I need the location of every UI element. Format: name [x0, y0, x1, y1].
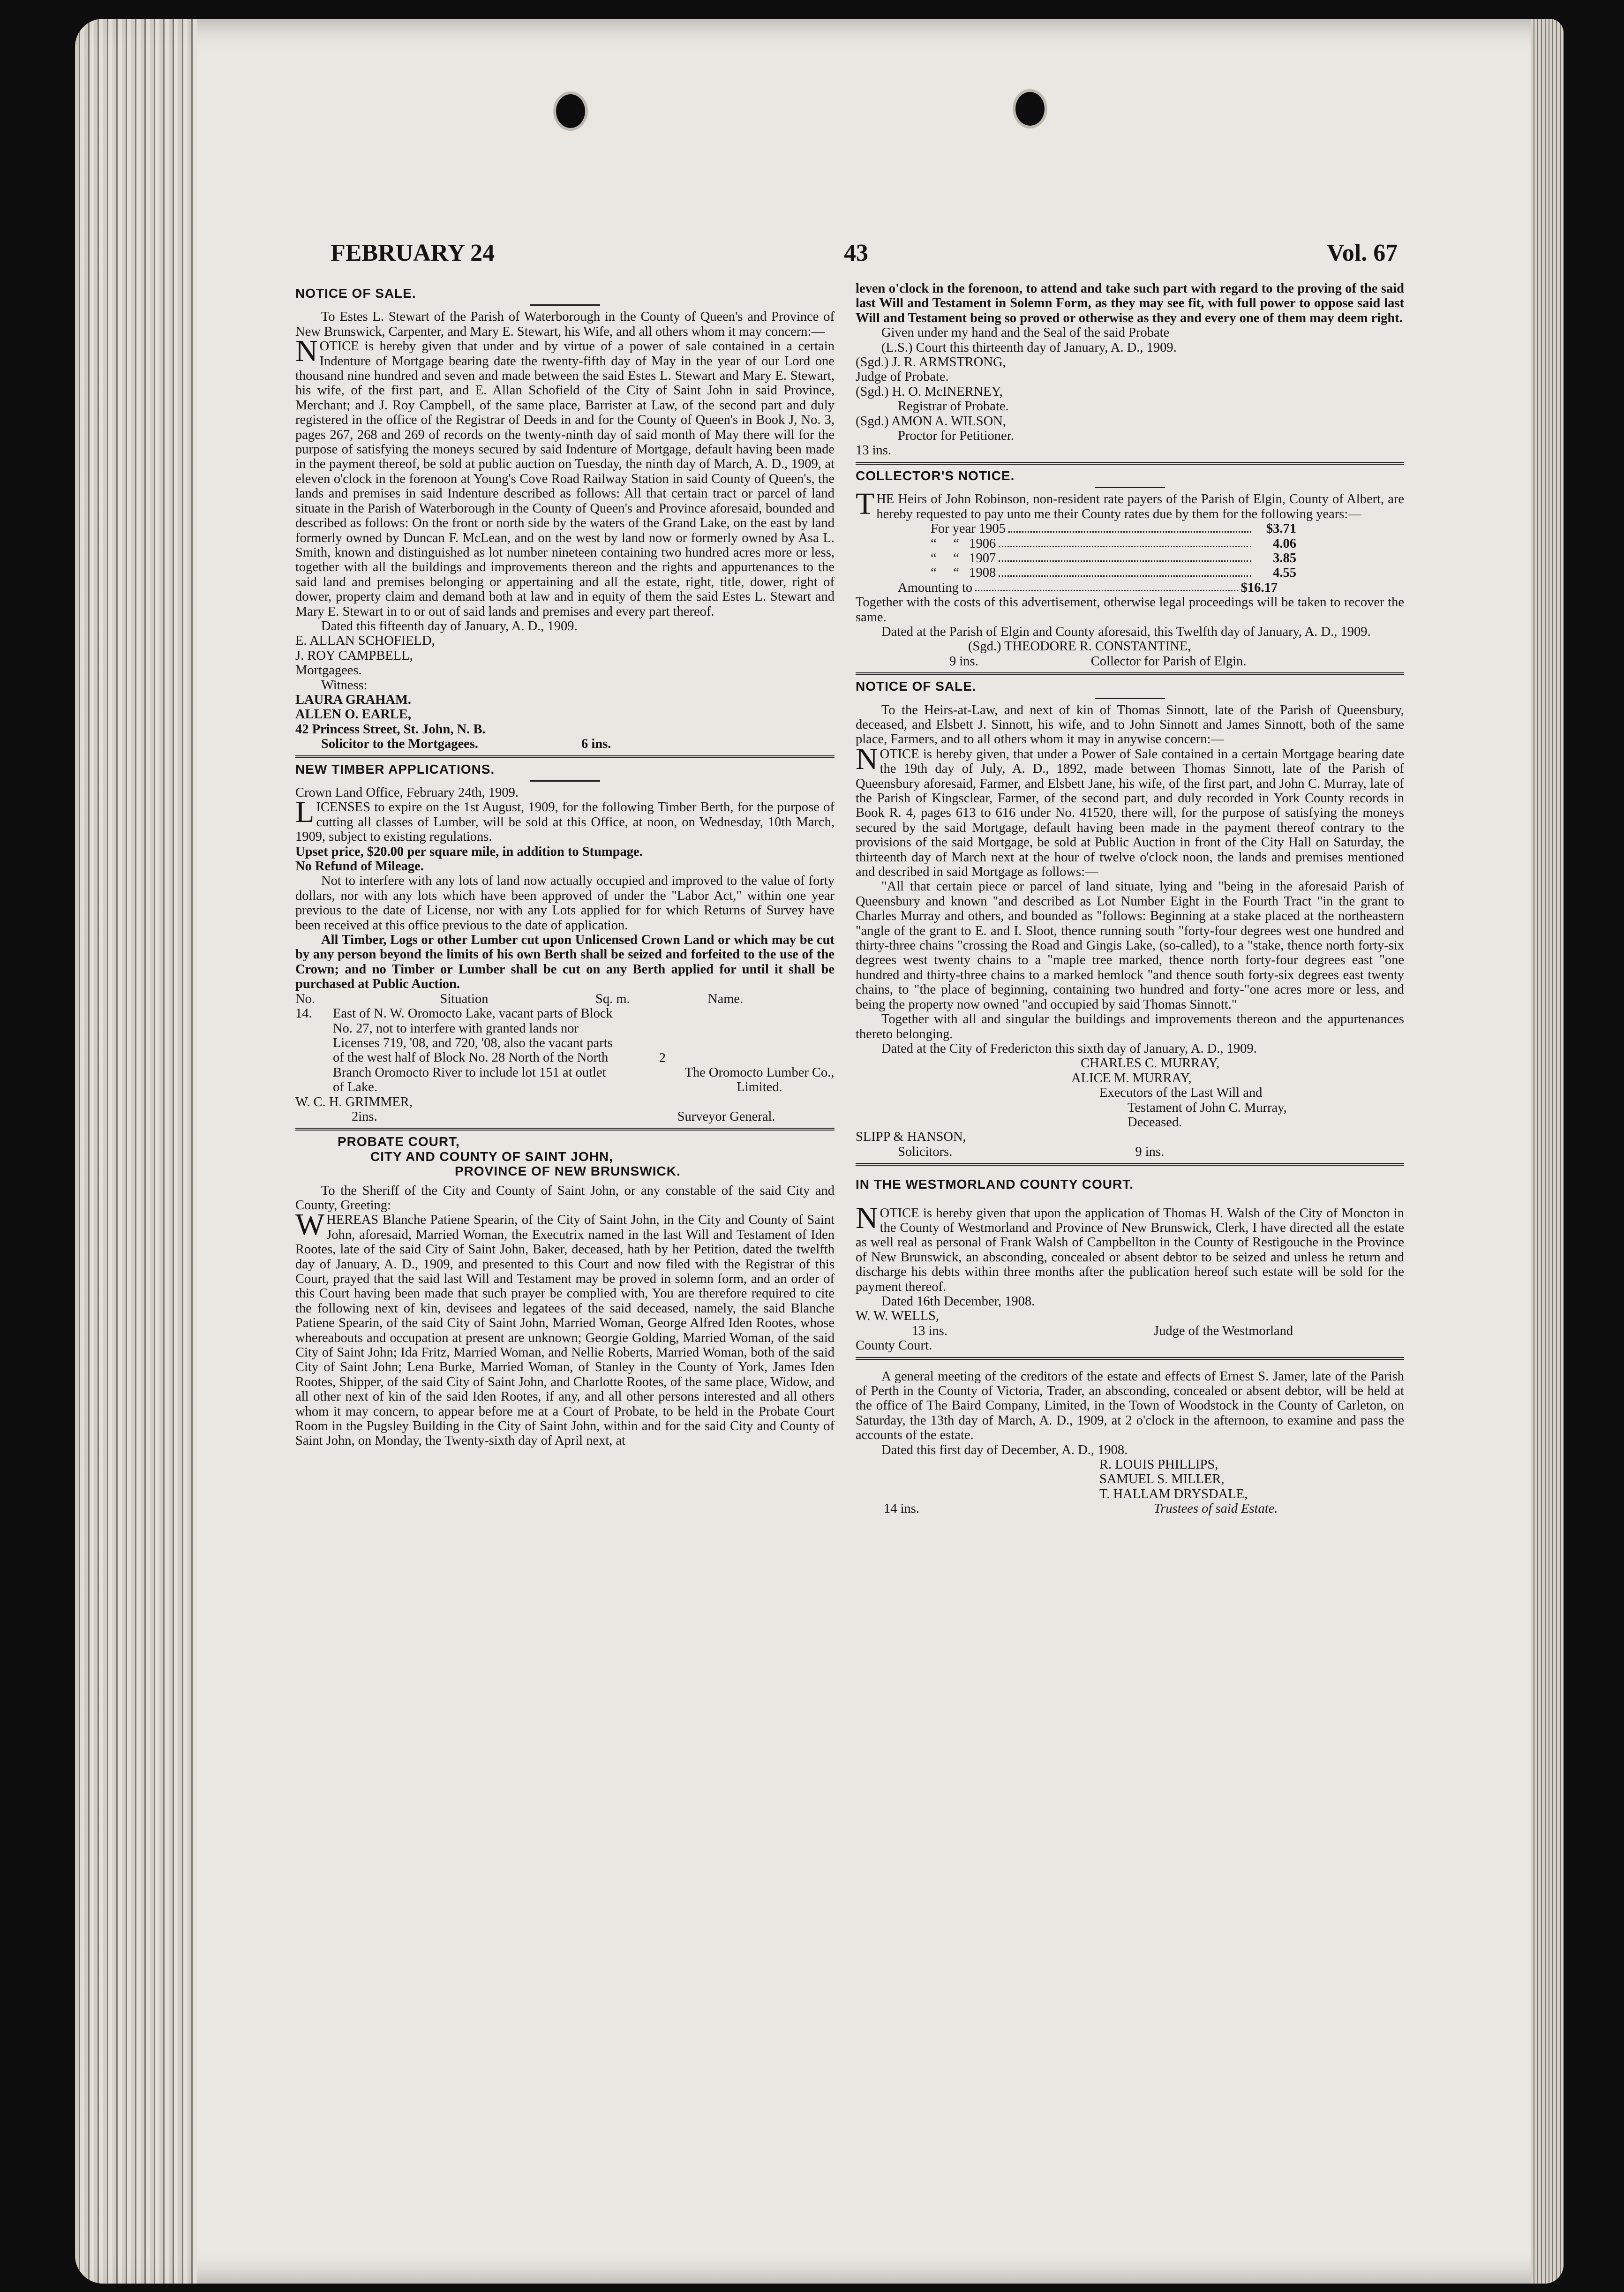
notice-body: WHEREAS Blanche Patiene Spearin, of the City of Saint John, in the City and County of Saint John, aforesaid, Married Woman, the Executrix named in the last Will and Testament of Iden Rootes, late of the said City of Saint John, Baker, deceased, hath by her Petition, dated the twelfth day of January, A. D., 1909, and presented to this Court and now filed with the Registrar of this Court, prayed that the said last Will and Testament may be proved in solemn form, and an order of this Court having been made that such prayer be complied with, You are therefore required to cite the following next of kin, devisees and legatees of the said deceased, namely, the said Blanche Patiene Spearin, of the said City of Saint John, Married Woman, George Alfred Iden Rootes, whose whereabouts and occupation at present are unknown; Georgie Golding, Married Woman, of the said City of Saint John; Ida Fritz, Married Woman, and Nellie Roberts, Married Woman, both of the said City of Saint John; Lena Burke, Married Woman, of Stanley in the County of York, James Iden Rootes, Shipper, of the said City of Saint John, and Charlotte Rootes, of the same place, Widow, and all other next of kin of the said Iden Rootes, if any, and all other persons interested and all others whom it may concern, to appear before me at a Court of Probate, to be held in the Probate Court Room in the Pugsley Building in the City of Saint John, within and for the said City and County of Saint John, on Monday, the Twenty-sixth day of April next, at — [295, 1207, 835, 1448]
insertions: 14 ins. — [884, 1501, 920, 1516]
notice-body: NOTICE is hereby given that upon the application of Thomas H. Walsh of the City of Moncton in the County of Westmorland and Province of New Brunswick, Clerk, I have directed all the estate as well real as personal of Frank Walsh of Campbellton in the County of Restigouche in the Province of New Brunswick, an absconding, concealed or absent debtor to be seized and unless he return and discharge his debts within three months after the publication hereof such estate will be sold for the payment thereof. — [856, 1200, 1404, 1294]
signature: SAMUEL S. MILLER, — [1099, 1472, 1225, 1487]
signature: W. C. H. GRIMMER, — [295, 1094, 413, 1109]
notice-body: NOTICE is hereby given, that under a Power of Sale contained in a certain Mortgage bearing date the 19th day of July, A. D., 1892, made between Thomas Sinnott, late of the Parish of Queensbury aforesaid, Farmer, and Elsbett Jane, his wife, of the first part, and John C. Murray, late of the Parish of Kingsclear, Farmer, of the second part, and duly recorded in York County records in Book R. 4, pages 613 to 616 under No. 41520, there will, for the purpose of satisfying the moneys secured by the said Mortgage, default having been made in the payment thereof contrary to the provisions of the said Mortgage, be sold at Public Auction in front of the City Hall on Saturday, the thirteenth day of March next at the hour of twelve o'clock noon, the lands and premises mentioned and described in said Mortgage as follows:— — [856, 741, 1404, 880]
notice-quote: "All that certain piece or parcel of land situate, lying and "being in the aforesaid Parish of Queensbury and known "and described as Lot Number Eight in the Fourth Tract "in the grant to Charles Murray and others, and bounded as "follows: Beginning at a stake placed at the northeastern "angle of the grant to E. and I. Sloot, thence running south "forty-four degrees west one hundred and thirty-three chains "crossing the Road and Gingis Lake, (so-called), to a "stake, thence north forty-six degrees west twenty chains to a "maple tree marked, thence north forty-four degrees east "one hundred and thirty-three chains to a marked hemlock "and thence south forty-six degrees east twenty chains, to "the place of beginning, containing two hundred and forty-"one acres more or less, and being the property now owned "and occupied by said Thomas Sinnott." — [856, 879, 1404, 1012]
signature-role: Testament of John C. Murray, — [1128, 1100, 1287, 1115]
signature: R. LOUIS PHILLIPS, — [1099, 1457, 1218, 1472]
solicitor: SLIPP & HANSON, — [856, 1130, 966, 1145]
punch-hole — [553, 91, 588, 131]
rate-year: “ “ 1907 — [931, 550, 996, 565]
signature: (Sgd.) H. O. McINERNEY, — [856, 384, 1003, 399]
insertions: 9 ins. — [1135, 1144, 1165, 1159]
signature-role: Deceased. — [1128, 1115, 1182, 1130]
witness-address: 42 Princess Street, St. John, N. B. — [295, 722, 486, 737]
signature-role: Mortgagees. — [295, 663, 362, 678]
signature-role: County Court. — [856, 1338, 932, 1353]
seal-line: (L.S.) Court this thirteenth day of January, A. D., 1909. — [881, 340, 1177, 355]
notice-title: IN THE WESTMORLAND COUNTY COURT. — [856, 1177, 1134, 1192]
header-page-number: 43 — [844, 240, 868, 266]
signature-role: Judge of Probate. — [856, 369, 949, 385]
rate-row — [931, 536, 1296, 551]
notice-title: PROVINCE OF NEW BRUNSWICK. — [455, 1164, 681, 1179]
notice-paragraph: Together with all and singular the buildings and improvements thereon and the appurtenances thereto belonging. — [856, 1012, 1404, 1041]
rate-year: For year 1905 — [931, 521, 1006, 536]
witness-name: ALLEN O. EARLE, — [295, 707, 412, 722]
page-edges — [75, 19, 197, 2284]
rate-row — [931, 565, 1296, 580]
signature-role: Collector for Parish of Elgin. — [1090, 654, 1247, 669]
solicitor-role: Solicitor to the Mortgagees. — [321, 737, 479, 752]
punch-hole — [1013, 89, 1047, 128]
notice-body: LICENSES to expire on the 1st August, 1909, for the following Timber Berth, for the purpose of cutting all classes of Lumber, will be sold at this Office, at noon, on Wednesday, 10th March, 1909, subject to existing regulations. — [295, 795, 835, 844]
signature: E. ALLAN SCHOFIELD, — [295, 633, 435, 648]
signature: CHARLES C. MURRAY, — [1081, 1056, 1220, 1071]
notice-dated: Dated 16th December, 1908. — [881, 1294, 1035, 1309]
notice-title: PROBATE COURT, — [338, 1134, 460, 1149]
upset-price: Upset price, $20.00 per square mile, in addition to Stumpage. — [295, 844, 643, 859]
refund-note: No Refund of Mileage. — [295, 859, 424, 874]
signature: (Sgd.) AMON A. WILSON, — [856, 414, 1006, 429]
witness-label: Witness: — [321, 678, 368, 693]
notice-dated: Dated this first day of December, A. D., 1908. — [881, 1442, 1128, 1457]
notice-address: To Estes L. Stewart of the Parish of Waterborough in the County of Queen's and Province of New Brunswick, Carpenter, and Mary E. Stewart, his Wife, and all others whom it may concern:— — [295, 309, 835, 339]
total-amount: $16.17 — [1241, 580, 1278, 595]
notice-address: To the Sheriff of the City and County of Saint John, or any constable of the said City and County, Greeting: — [295, 1183, 835, 1213]
signature-role: Executors of the Last Will and — [1099, 1086, 1263, 1101]
witness-name: LAURA GRAHAM. — [295, 692, 411, 707]
notice-body: THE Heirs of John Robinson, non-resident rate payers of the Parish of Elgin, County of Albert, are hereby requested to pay unto me their County rates due by them for the following years:— — [856, 487, 1404, 521]
header-volume: Vol. 67 — [1327, 240, 1398, 266]
solicitor-role: Solicitors. — [898, 1144, 953, 1159]
notice-given: Given under my hand and the Seal of the said Probate — [881, 325, 1170, 340]
insertions: 13 ins. — [856, 443, 892, 458]
notice-title: COLLECTOR'S NOTICE. — [856, 468, 1015, 483]
rate-amount: $3.71 — [1266, 521, 1296, 536]
notice-title: CITY AND COUNTY OF SAINT JOHN, — [370, 1149, 613, 1164]
notice-paragraph: Not to interfere with any lots of land now actually occupied and improved to the value of forty dollars, nor with any lots which have been approved of under the "Labor Act," within one year previous to the date of License, nor with any Lots applied for for which Returns of Survey have been received at this office previous to the date of application. — [295, 874, 835, 933]
notice-body: A general meeting of the creditors of the estate and effects of Ernest S. Jamer, late of the Parish of Perth in the County of Victoria, Trader, an absconding, concealed or absent debtor, will be held at the office of The Baird Company, Limited, in the Town of Woodstock in the County of Carleton, on Saturday, the 13th day of March, A. D., 1909, at 2 o'clock in the afternoon, to examine and pass the accounts of the estate. — [856, 1369, 1404, 1443]
rate-row — [931, 551, 1296, 565]
insertions: 9 ins. — [949, 654, 978, 669]
right-page-edge — [1531, 19, 1564, 2284]
insertions: 13 ins. — [912, 1323, 948, 1338]
notice-title: NOTICE OF SALE. — [856, 679, 977, 694]
signature: ALICE M. MURRAY, — [1071, 1071, 1192, 1086]
table-header: No. Situation Sq. m. Name. — [295, 991, 744, 1006]
signature-role: Judge of the Westmorland — [1154, 1323, 1293, 1338]
signature: (Sgd.) THEODORE R. CONSTANTINE, — [968, 639, 1191, 654]
left-column — [295, 286, 835, 1448]
table-row: 14. East of N. W. Oromocto Lake, vacant parts of Block No. 27, not to interfere with granted lands nor Licenses 719, '08, and 720, '08, also the vacant parts of the west half of Block No. 28 North of the North Branch Oromocto River to include lot 151 at outlet of Lake. 2 The Oromocto Lumber Co., Limited. — [295, 1006, 835, 1095]
signature: J. ROY CAMPBELL, — [295, 648, 413, 663]
notice-address: To the Heirs-at-Law, and next of kin of Thomas Sinnott, late of the Parish of Queensbury, deceased, and Elsbett J. Sinnott, his wife, and to John Sinnott and James Sinnott, both of the same place, Farmers, and to all others whom it may in anywise concern:— — [856, 702, 1404, 747]
notice-paragraph: Together with the costs of this advertisement, otherwise legal proceedings will be taken to recover the same. — [856, 595, 1404, 625]
total-label: Amounting to — [898, 580, 973, 595]
right-column — [856, 281, 1404, 1516]
notice-dated: Dated at the City of Fredericton this sixth day of January, A. D., 1909. — [881, 1041, 1257, 1056]
signature-role: Surveyor General. — [677, 1109, 775, 1124]
notice-paragraph: All Timber, Logs or other Lumber cut upon Unlicensed Crown Land or which may be cut by any person beyond the limits of his own Berth shall be seized and forfeited to the use of the Crown; and no Timber or Lumber shall be cut on any Berth applied for until it shall be purchased at Public Auction. — [295, 933, 835, 992]
notice-dated: Dated at the Parish of Elgin and County aforesaid, this Twelfth day of January, A. D., 1909. — [881, 624, 1371, 639]
insertions: 6 ins. — [581, 737, 611, 752]
signature-role: Trustees of said Estate. — [1154, 1501, 1278, 1516]
notice-body: NOTICE is hereby given that under and by virtue of a power of sale contained in a certain Indenture of Mortgage bearing date the twenty-fifth day of May in the year of our Lord one thousand nine hundred and seven and made between the said Estes L. Stewart and Mary E. Stewart, his wife, of the first part, and E. Allan Schofield of the City of Saint John in said Province, Merchant; and J. Roy Campbell, of the same place, Barrister at Law, of the second part and duly registered in the office of the Registrar of Deeds in and for the County of Queen's in Book J, No. 3, pages 267, 268 and 269 of records on the twenty-ninth day of said month of May there will for the purpose of satisfying the moneys secured by said Indenture of Mortgage, default having been made in the payment thereof, be sold at public auction on Tuesday, the ninth day of March, A. D., 1909, at eleven o'clock in the forenoon at Young's Cove Road Railway Station in said County of Queen's, the lands and premises in said Indenture described as follows: All that certain tract or parcel of land situate in the Parish of Waterborough in the County of Queen's and Province aforesaid, bounded and described as follows: On the front or north side by the waters of the Grand Lake, on the east by land formerly owned by Duncan F. McLean, and on the west by land now or formerly owned by Asa L. Smith, known and distinguished as lot number nineteen containing two hundred acres more or less, together with all the buildings and improvements thereon and the rights and appurtenances to the said land and premises belonging or appertaining and all the estate, right, title, dower, right of dower, property claim and demand both at law and in equity of them the said Estes L. Stewart and Mary E. Stewart in to or out of said lands and premises and every part thereof. — [295, 334, 835, 619]
signature: (Sgd.) J. R. ARMSTRONG, — [856, 355, 1006, 370]
notice-office: Crown Land Office, February 24th, 1909. — [295, 785, 519, 800]
signature: T. HALLAM DRYSDALE, — [1099, 1486, 1248, 1501]
scanned-page — [75, 19, 1564, 2284]
rate-amount: 4.55 — [1273, 565, 1296, 581]
rates-table — [856, 521, 1296, 581]
insertions: 2ins. — [352, 1109, 377, 1124]
notice-continuation: leven o'clock in the forenoon, to attend and take such part with regard to the proving of the said last Will and Testament in Solemn Form, as they may see fit, with full power to oppose said last Will and Testament being so proved or otherwise as they and every one of them may deem right. — [856, 281, 1404, 325]
rate-amount: 4.06 — [1273, 536, 1296, 551]
signature: W. W. WELLS, — [856, 1309, 940, 1324]
notice-dated: Dated this fifteenth day of January, A. D., 1909. — [321, 618, 578, 633]
header-date: FEBRUARY 24 — [331, 240, 495, 266]
rate-year: “ “ 1908 — [931, 565, 996, 581]
rate-row — [931, 521, 1296, 536]
notice-title: NEW TIMBER APPLICATIONS. — [295, 761, 495, 777]
signature-role: Proctor for Petitioner. — [898, 429, 1014, 444]
rate-year: “ “ 1906 — [931, 536, 996, 551]
rate-amount: 3.85 — [1273, 550, 1296, 565]
notice-title: NOTICE OF SALE. — [295, 286, 416, 301]
signature-role: Registrar of Probate. — [898, 399, 1009, 414]
